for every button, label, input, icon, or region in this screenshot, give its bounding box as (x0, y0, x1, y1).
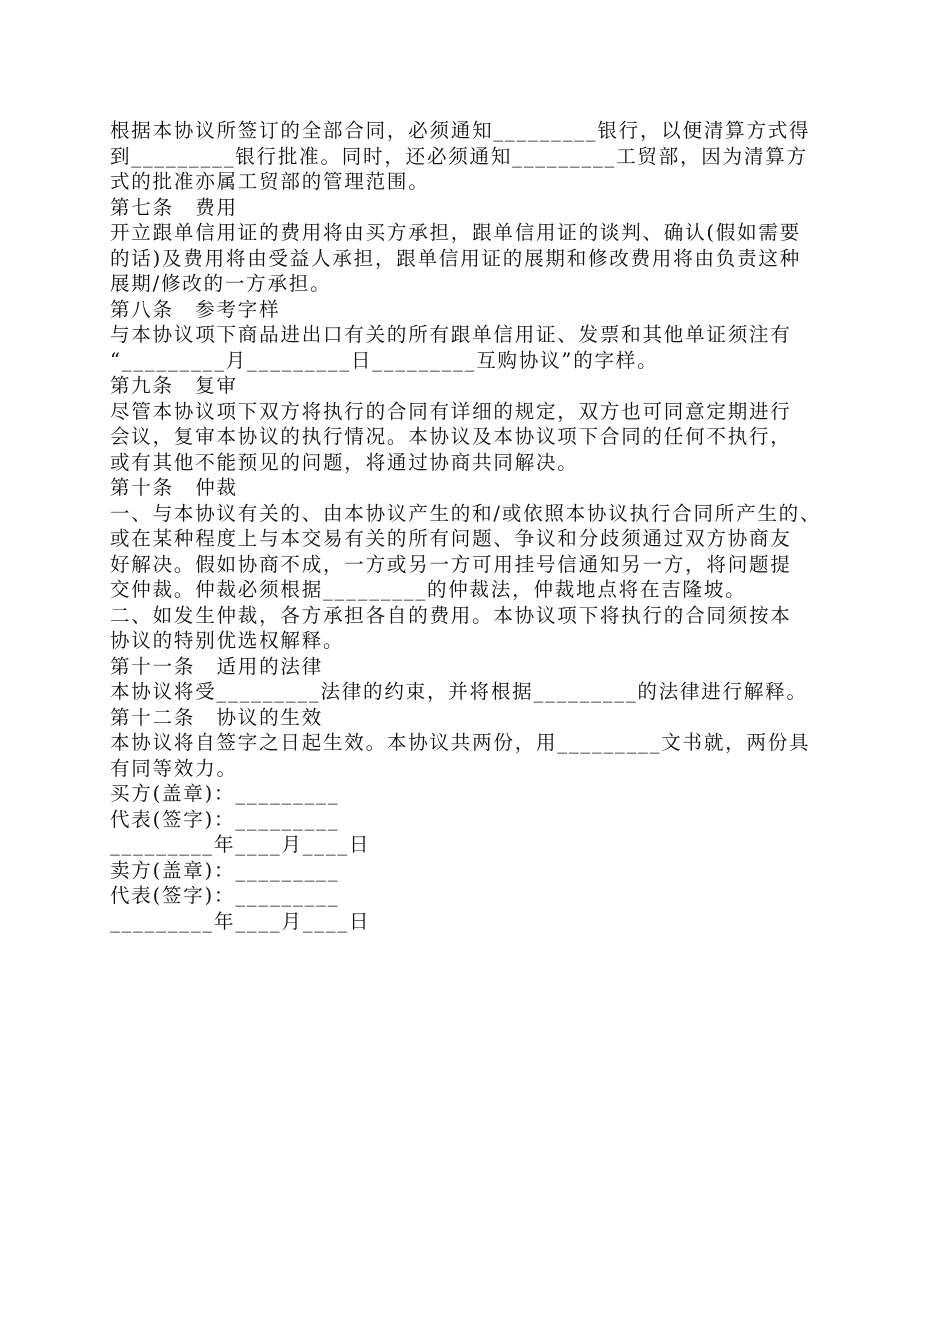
text-line: 展期/修改的一方承担。 (110, 272, 332, 295)
text-line: 到_________银行批准。同时，还必须通知_________工贸部，因为清算方 (110, 144, 808, 168)
text-line: 协议的特别优选权解释。 (110, 629, 345, 652)
text-line: 本协议将受_________法律的约束，并将根据_________的法律进行解释。 (110, 680, 808, 703)
text-line: 二、如发生仲裁，各方承担各自的费用。本协议项下将执行的合同须按本 (110, 603, 792, 627)
text-line: 或有其他不能预见的问题，将通过协商共同解决。 (110, 450, 579, 474)
section-heading-article-7: 第七条 费用 (110, 195, 238, 219)
seller-date-line: _________年____月____日 (110, 909, 371, 933)
text-line: 开立跟单信用证的费用将由买方承担，跟单信用证的谈判、确认(假如需要 (110, 221, 802, 244)
text-line: 根据本协议所签订的全部合同，必须通知_________银行，以便清算方式得 (110, 119, 811, 142)
text-line: 好解决。假如协商不成，一方或另一方可用挂号信通知另一方，将问题提 (110, 552, 792, 576)
text-line: 与本协议项下商品进出口有关的所有跟单信用证、发票和其他单证须注有 (110, 323, 792, 346)
buyer-date-line: _________年____月____日 (110, 833, 371, 856)
seller-seal-line: 卖方(盖章)：_________ (110, 858, 340, 882)
section-heading-article-8: 第八条 参考字样 (110, 297, 281, 321)
text-line: 或在某种程度上与本交易有关的所有问题、争议和分歧须通过双方协商友 (110, 527, 792, 550)
text-line: 式的批准亦属工贸部的管理范围。 (110, 170, 430, 193)
text-line: 一、与本协议有关的、由本协议产生的和/或依照本协议执行合同所产生的、 (110, 501, 822, 525)
document-body (110, 118, 845, 934)
section-heading-article-12: 第十二条 协议的生效 (110, 705, 324, 729)
text-line: 本协议将自签字之日起生效。本协议共两份，用_________文书就，两份具 (110, 731, 811, 754)
text-line: 有同等效力。 (110, 756, 238, 780)
text-line: “_________月_________日_________互购协议”的字样。 (110, 348, 659, 372)
section-heading-article-10: 第十条 仲裁 (110, 476, 238, 499)
buyer-seal-line: 买方(盖章)：_________ (110, 782, 340, 805)
seller-representative-line: 代表(签字)：_________ (110, 884, 340, 907)
section-heading-article-9: 第九条 复审 (110, 374, 238, 397)
text-line: 尽管本协议项下双方将执行的合同有详细的规定，双方也可同意定期进行 (110, 399, 792, 423)
text-line: 交仲裁。仲裁必须根据_________的仲裁法，仲裁地点将在吉隆坡。 (110, 578, 747, 601)
buyer-representative-line: 代表(签字)：_________ (110, 807, 340, 831)
text-line: 的话)及费用将由受益人承担，跟单信用证的展期和修改费用将由负责这种 (110, 246, 802, 270)
text-line: 会议，复审本协议的执行情况。本协议及本协议项下合同的任何不执行， (110, 425, 792, 448)
section-heading-article-11: 第十一条 适用的法律 (110, 654, 324, 678)
